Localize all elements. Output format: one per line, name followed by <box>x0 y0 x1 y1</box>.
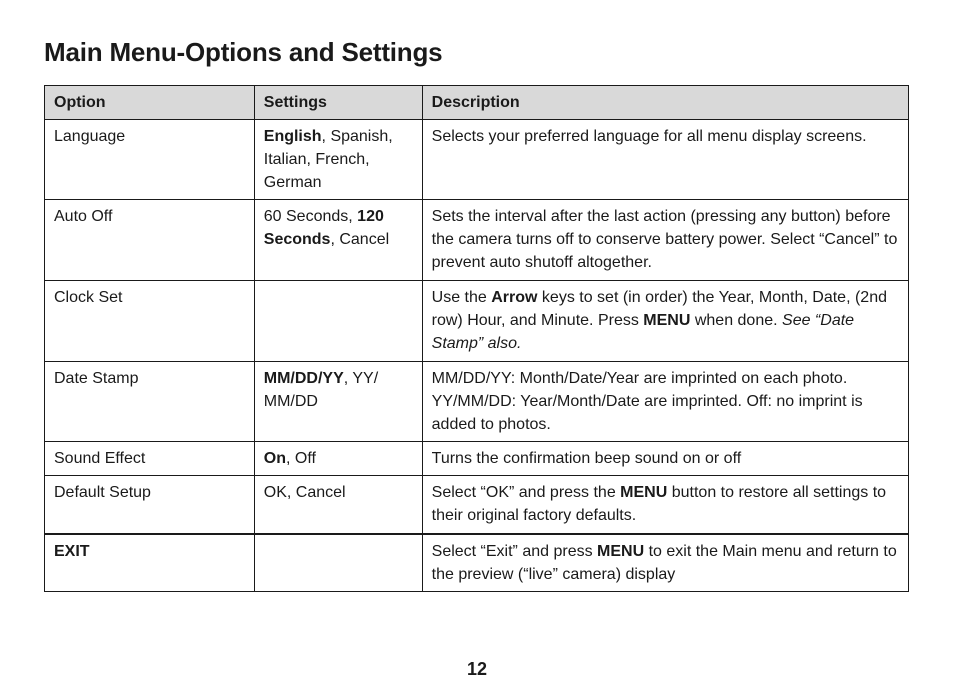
other-settings: , Spanish, Italian, French, German <box>263 128 393 191</box>
default-setting: English <box>263 128 322 145</box>
settings-cell <box>254 534 422 592</box>
default-setting: 120 Seconds <box>263 208 384 248</box>
key-name: MENU <box>620 484 668 501</box>
table-header-row <box>45 86 909 120</box>
option-cell: Sound Effect <box>45 442 255 476</box>
key-name: MENU <box>597 543 645 560</box>
option-cell: Default Setup <box>45 476 255 535</box>
table-row-auto-off <box>45 200 909 281</box>
description-text: Use the <box>431 289 492 306</box>
option-cell: EXIT <box>45 534 255 592</box>
settings-cell <box>254 442 422 476</box>
key-name: MENU <box>643 312 691 329</box>
settings-cell <box>254 362 422 442</box>
description-text: button to restore all settings to their original factory defaults. <box>431 484 887 524</box>
key-name: Arrow <box>491 289 538 306</box>
option-cell: Auto Off <box>45 200 255 281</box>
option-cell: Language <box>45 120 255 200</box>
default-setting: MM/DD/YY <box>263 370 344 387</box>
option-cell: Clock Set <box>45 281 255 362</box>
description-text: Select “OK” and press the <box>431 484 621 501</box>
description-text: when done. <box>690 312 783 329</box>
default-setting: On <box>263 450 286 467</box>
table-row-default-setup <box>45 476 909 535</box>
description-text: keys to set (in order) the Year, Month, Date, (2nd row) Hour, and Minute. Press <box>431 289 887 329</box>
column-header-option: Option <box>45 86 255 120</box>
settings-cell: OK, Cancel <box>254 476 422 535</box>
table-row-language <box>45 120 909 200</box>
settings-cell <box>254 200 422 281</box>
description-cell: Turns the confirmation beep sound on or off <box>422 442 908 476</box>
description-cell <box>422 534 908 592</box>
option-cell: Date Stamp <box>45 362 255 442</box>
description-cell <box>422 281 908 362</box>
table-row-clock-set <box>45 281 909 362</box>
table-row-exit <box>45 534 909 592</box>
options-settings-table <box>44 85 909 592</box>
cross-reference: See “Date Stamp” also. <box>431 312 855 352</box>
other-settings: , Cancel <box>330 231 390 248</box>
table-row-date-stamp <box>45 362 909 442</box>
description-text: to exit the Main menu and return to the preview (“live” camera) display <box>431 543 897 583</box>
description-cell <box>422 476 908 535</box>
other-settings: 60 Seconds, <box>263 208 358 225</box>
table-row-sound-effect <box>45 442 909 476</box>
column-header-settings: Settings <box>254 86 422 120</box>
description-text: Select “Exit” and press <box>431 543 598 560</box>
other-settings: , YY/ MM/DD <box>263 370 379 410</box>
description-cell: MM/DD/YY: Month/Date/Year are imprinted on each photo. YY/MM/DD: Year/Month/Date are imprinted. Off: no imprint is added to photos. <box>422 362 908 442</box>
description-cell: Sets the interval after the last action (pressing any button) before the camera turns off to conserve battery power. Select “Cancel” to prevent auto shutoff altogether. <box>422 200 908 281</box>
page-title: Main Menu-Options and Settings <box>44 37 443 67</box>
settings-cell <box>254 281 422 362</box>
description-cell: Selects your preferred language for all menu display screens. <box>422 120 908 200</box>
column-header-description: Description <box>422 86 908 120</box>
other-settings: , Off <box>285 450 316 467</box>
settings-cell <box>254 120 422 200</box>
page-number: 12 <box>466 659 488 679</box>
